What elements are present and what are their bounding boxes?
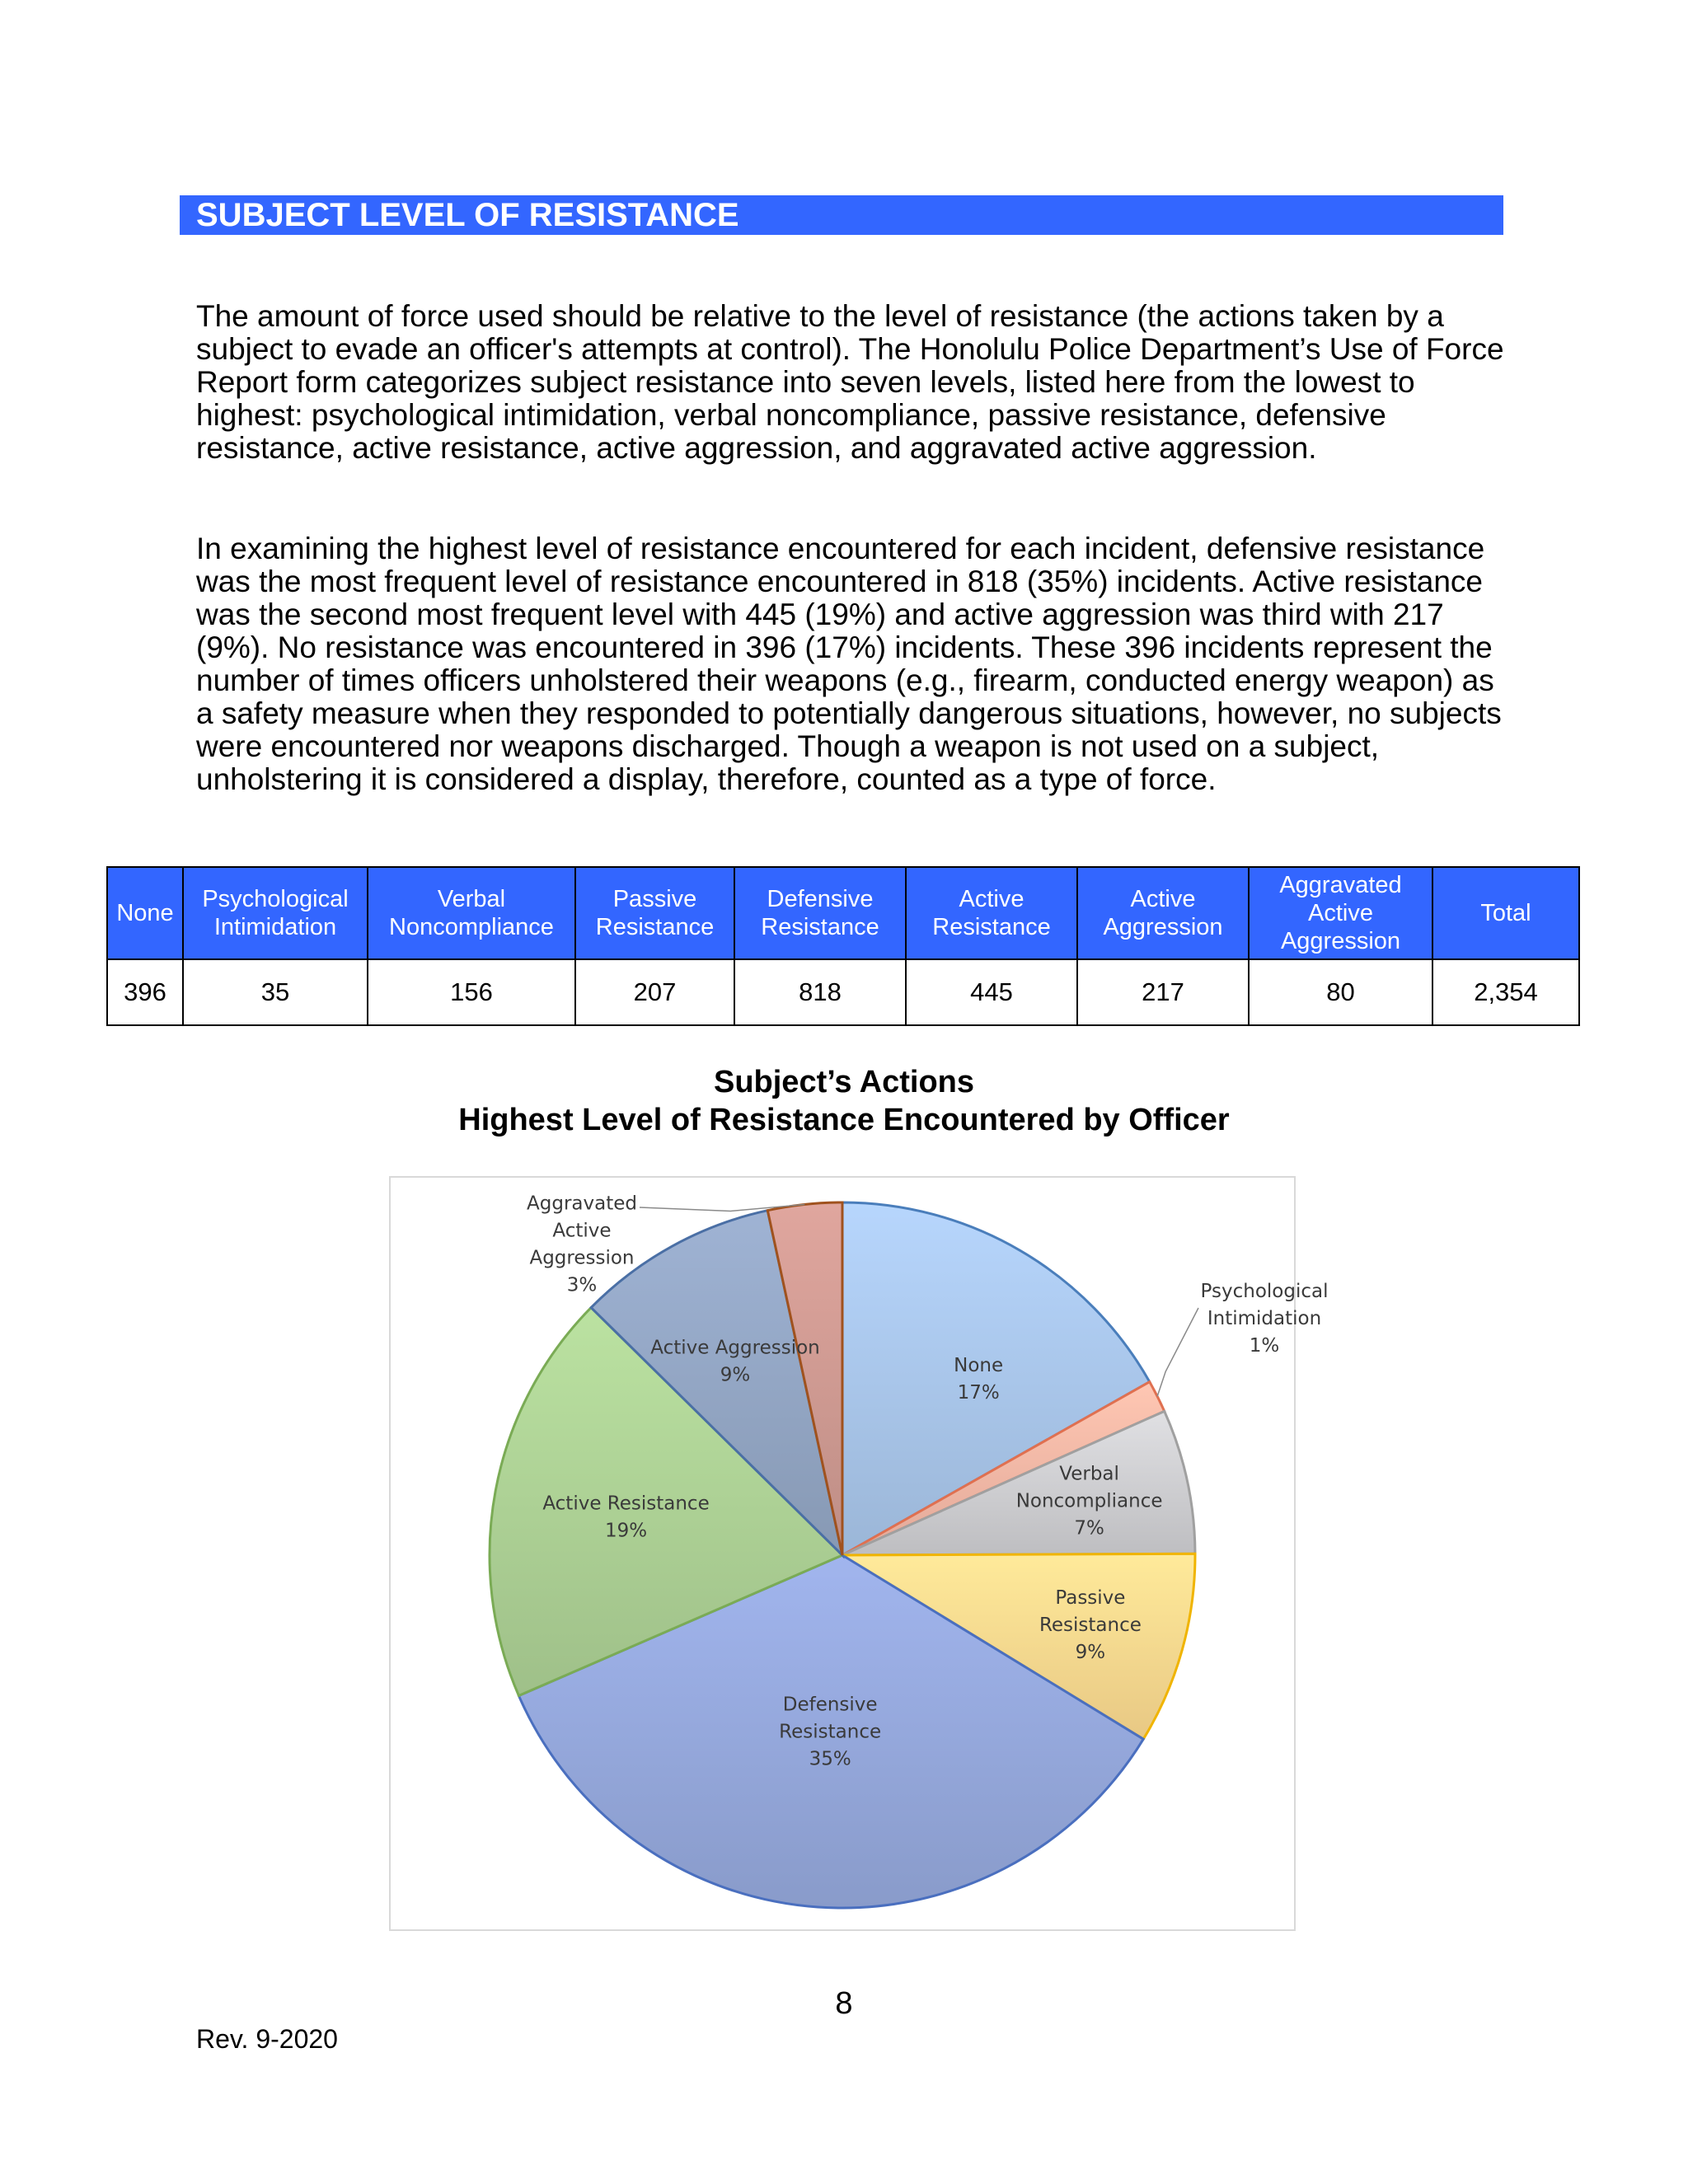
cell-aggravated-active-aggression: 80 xyxy=(1249,959,1432,1025)
leader-line-psychological-intimidation xyxy=(1157,1308,1198,1396)
header-psychological-intimidation: Psychological Intimidation xyxy=(183,867,368,959)
cell-total: 2,354 xyxy=(1432,959,1579,1025)
cell-active-resistance: 445 xyxy=(906,959,1077,1025)
cell-active-aggression: 217 xyxy=(1077,959,1249,1025)
section-title: SUBJECT LEVEL OF RESISTANCE xyxy=(180,195,1503,235)
cell-verbal-noncompliance: 156 xyxy=(368,959,575,1025)
header-verbal-noncompliance: Verbal Noncompliance xyxy=(368,867,575,959)
pie-label-aggravated-active-aggression: Aggravated Active Aggression 3% xyxy=(527,1193,637,1296)
header-total: Total xyxy=(1432,867,1579,959)
chart-title: Subject’s Actions xyxy=(713,1065,975,1099)
pie-label-verbal-noncompliance: Verbal Noncompliance 7% xyxy=(1015,1463,1163,1540)
table-header-row xyxy=(107,867,1579,959)
cell-defensive-resistance: 818 xyxy=(734,959,906,1025)
revision-label: Rev. 9-2020 xyxy=(196,2024,338,2054)
cell-none: 396 xyxy=(107,959,183,1025)
pie-chart xyxy=(391,1178,1329,1929)
pie-label-psychological-intimidation: Psychological Intimidation 1% xyxy=(1200,1281,1329,1357)
pie-chart-frame xyxy=(389,1176,1329,1931)
chart-subtitle: Highest Level of Resistance Encountered by Officer xyxy=(458,1103,1230,1137)
cell-passive-resistance: 207 xyxy=(575,959,734,1025)
header-aggravated-active-aggression: Aggravated Active Aggression xyxy=(1249,867,1432,959)
header-defensive-resistance: Defensive Resistance xyxy=(734,867,906,959)
header-active-resistance: Active Resistance xyxy=(906,867,1077,959)
pie-label-none: None 17% xyxy=(954,1355,1004,1404)
intro-paragraph: The amount of force used should be relative to the level of resistance (the actions taken by a subject to evade an officer's attempts at control). The Honolulu Police Department’s Use of Force Report form categorizes subject resistance into seven levels, listed here from the lowest to highest: psychological intimidation, verbal noncompliance, passive resistance, defensive resistance, active resistance, active aggression, and aggravated active aggression. xyxy=(196,299,1504,465)
header-passive-resistance: Passive Resistance xyxy=(575,867,734,959)
cell-psychological-intimidation: 35 xyxy=(183,959,368,1025)
resistance-table xyxy=(106,866,1580,1026)
table-row xyxy=(107,959,1579,1025)
page-number: 8 xyxy=(835,1986,853,2021)
pie-label-active-resistance: Active Resistance 19% xyxy=(542,1493,710,1542)
pie-label-active-aggression: Active Aggression 9% xyxy=(650,1337,820,1386)
header-none: None xyxy=(107,867,183,959)
header-active-aggression: Active Aggression xyxy=(1077,867,1249,959)
pie-label-defensive-resistance: Defensive Resistance 35% xyxy=(779,1694,882,1770)
pie-label-passive-resistance: Passive Resistance 9% xyxy=(1039,1587,1142,1664)
findings-paragraph: In examining the highest level of resistance encountered for each incident, defensive resistance was the most frequent level of resistance encountered in 818 (35%) incidents. Active resistance was the second most frequent level with 445 (19%) and active aggression was third with 217 (9%). No resistance was encountered in 396 (17%) incidents. These 396 incidents represent the number of times officers unholstered their weapons (e.g., firearm, conducted energy weapon) as a safety measure when they responded to potentially dangerous situations, however, no subjects were encountered nor weapons discharged. Though a weapon is not used on a subject, unholstering it is considered a display, therefore, counted as a type of force. xyxy=(196,532,1502,796)
